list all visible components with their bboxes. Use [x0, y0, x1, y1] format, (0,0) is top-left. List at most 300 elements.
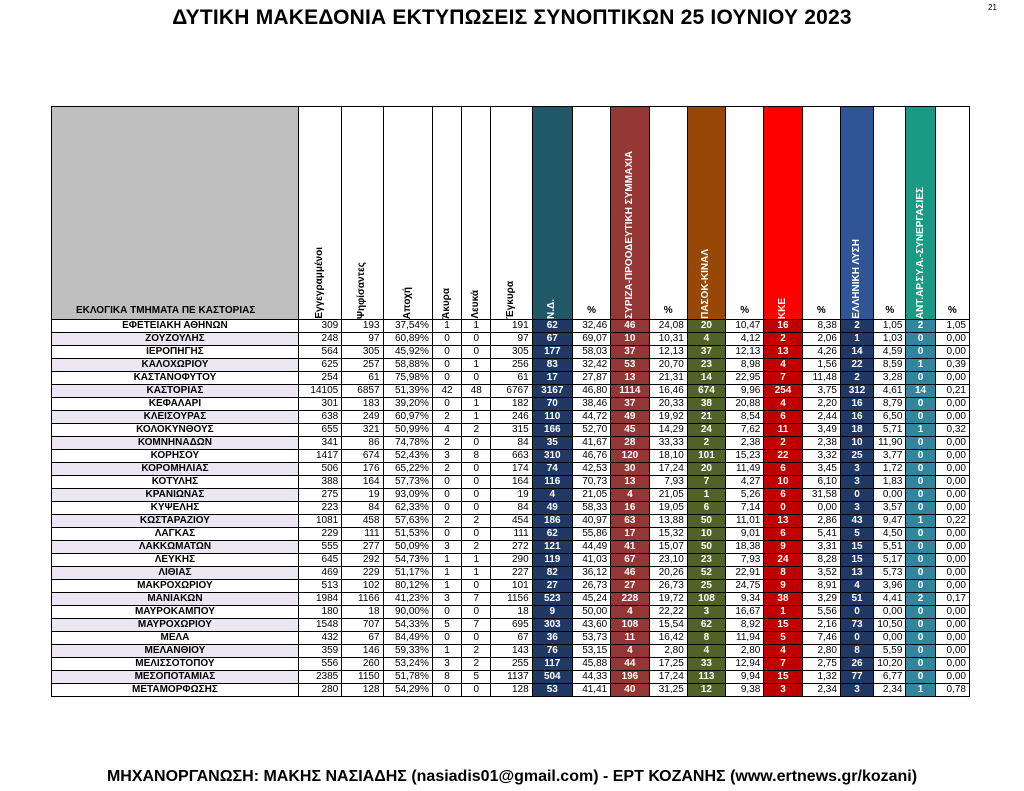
header-nd: Ν.Δ.	[532, 107, 572, 320]
cell-kke-votes: 8	[764, 567, 802, 580]
cell-constituency: ΜΕΛΑ	[52, 632, 299, 645]
cell-valid: 101	[491, 580, 532, 593]
cell-elliniki-lysi-pct: 5,59	[874, 645, 906, 658]
cell-registered: 555	[298, 541, 341, 554]
cell-kke-votes: 254	[764, 385, 802, 398]
cell-antarsya-pct: 0,00	[935, 398, 969, 411]
cell-invalid: 0	[432, 632, 461, 645]
cell-kke-pct: 2,20	[802, 398, 840, 411]
cell-elliniki-lysi-pct: 8,59	[874, 359, 906, 372]
cell-elliniki-lysi-votes: 3	[840, 684, 873, 697]
cell-invalid: 2	[432, 437, 461, 450]
table-row	[52, 567, 970, 580]
cell-antarsya-pct: 0,00	[935, 528, 969, 541]
cell-invalid: 1	[432, 580, 461, 593]
cell-voted: 86	[342, 437, 383, 450]
table-row	[52, 502, 970, 515]
cell-kke-votes: 2	[764, 333, 802, 346]
cell-invalid: 0	[432, 684, 461, 697]
cell-nd-pct: 45,88	[572, 658, 610, 671]
cell-pasok-pct: 9,96	[726, 385, 764, 398]
cell-valid: 305	[491, 346, 532, 359]
cell-antarsya-votes: 0	[906, 606, 935, 619]
cell-voted: 18	[342, 606, 383, 619]
cell-syriza-pct: 20,26	[649, 567, 687, 580]
cell-abstention: 59,33%	[383, 645, 432, 658]
cell-elliniki-lysi-pct: 0,00	[874, 632, 906, 645]
cell-constituency: ΚΡΑΝΙΩΝΑΣ	[52, 489, 299, 502]
cell-elliniki-lysi-pct: 5,73	[874, 567, 906, 580]
cell-constituency: ΚΑΣΤΑΝΟΦΥΤΟΥ	[52, 372, 299, 385]
cell-syriza-votes: 37	[611, 346, 649, 359]
cell-pasok-pct: 9,01	[726, 528, 764, 541]
table-row	[52, 671, 970, 684]
cell-elliniki-lysi-pct: 0,00	[874, 489, 906, 502]
cell-kke-votes: 1	[764, 606, 802, 619]
cell-valid: 84	[491, 502, 532, 515]
cell-constituency: ΚΩΣΤΑΡΑΖΙΟΥ	[52, 515, 299, 528]
cell-elliniki-lysi-pct: 1,83	[874, 476, 906, 489]
cell-invalid: 1	[432, 567, 461, 580]
cell-antarsya-pct: 0,32	[935, 424, 969, 437]
cell-elliniki-lysi-pct: 5,71	[874, 424, 906, 437]
cell-antarsya-pct: 0,00	[935, 554, 969, 567]
cell-antarsya-votes: 2	[906, 593, 935, 606]
table-body	[52, 320, 970, 697]
cell-antarsya-votes: 0	[906, 580, 935, 593]
cell-syriza-pct: 19,72	[649, 593, 687, 606]
cell-valid: 128	[491, 684, 532, 697]
cell-registered: 280	[298, 684, 341, 697]
cell-pasok-pct: 24,75	[726, 580, 764, 593]
cell-antarsya-votes: 2	[906, 320, 935, 333]
cell-blank: 2	[462, 541, 491, 554]
cell-blank: 0	[462, 606, 491, 619]
table-row	[52, 424, 970, 437]
cell-pasok-votes: 33	[687, 658, 725, 671]
cell-syriza-votes: 41	[611, 541, 649, 554]
table-row	[52, 411, 970, 424]
cell-syriza-votes: 120	[611, 450, 649, 463]
cell-registered: 1548	[298, 619, 341, 632]
cell-syriza-pct: 14,29	[649, 424, 687, 437]
cell-elliniki-lysi-votes: 3	[840, 463, 873, 476]
header-registered: Εγγεγραμμένοι	[298, 107, 341, 320]
table-row	[52, 359, 970, 372]
cell-kke-pct: 1,56	[802, 359, 840, 372]
cell-nd-votes: 3167	[532, 385, 572, 398]
cell-voted: 458	[342, 515, 383, 528]
cell-nd-pct: 26,73	[572, 580, 610, 593]
cell-voted: 292	[342, 554, 383, 567]
cell-abstention: 58,88%	[383, 359, 432, 372]
cell-kke-pct: 8,38	[802, 320, 840, 333]
cell-kke-pct: 11,48	[802, 372, 840, 385]
cell-syriza-votes: 4	[611, 489, 649, 502]
cell-abstention: 74,78%	[383, 437, 432, 450]
cell-constituency: ΚΟΛΟΚΥΝΘΟΥΣ	[52, 424, 299, 437]
cell-antarsya-votes: 0	[906, 554, 935, 567]
cell-kke-pct: 2,06	[802, 333, 840, 346]
cell-antarsya-pct: 1,05	[935, 320, 969, 333]
cell-valid: 227	[491, 567, 532, 580]
cell-blank: 0	[462, 580, 491, 593]
cell-pasok-votes: 674	[687, 385, 725, 398]
cell-antarsya-votes: 0	[906, 346, 935, 359]
cell-registered: 564	[298, 346, 341, 359]
cell-antarsya-pct: 0,39	[935, 359, 969, 372]
cell-antarsya-votes: 14	[906, 385, 935, 398]
cell-pasok-votes: 3	[687, 606, 725, 619]
cell-nd-votes: 53	[532, 684, 572, 697]
cell-pasok-pct: 16,67	[726, 606, 764, 619]
cell-abstention: 84,49%	[383, 632, 432, 645]
cell-syriza-pct: 33,33	[649, 437, 687, 450]
cell-voted: 146	[342, 645, 383, 658]
cell-syriza-votes: 27	[611, 580, 649, 593]
cell-kke-votes: 16	[764, 320, 802, 333]
cell-elliniki-lysi-votes: 22	[840, 359, 873, 372]
cell-abstention: 54,33%	[383, 619, 432, 632]
cell-invalid: 3	[432, 450, 461, 463]
cell-invalid: 0	[432, 346, 461, 359]
cell-abstention: 62,33%	[383, 502, 432, 515]
cell-elliniki-lysi-votes: 8	[840, 645, 873, 658]
cell-valid: 663	[491, 450, 532, 463]
cell-voted: 193	[342, 320, 383, 333]
cell-nd-pct: 43,60	[572, 619, 610, 632]
cell-registered: 388	[298, 476, 341, 489]
cell-nd-pct: 70,73	[572, 476, 610, 489]
cell-registered: 506	[298, 463, 341, 476]
cell-constituency: ΚΥΨΕΛΗΣ	[52, 502, 299, 515]
cell-antarsya-votes: 1	[906, 424, 935, 437]
cell-valid: 84	[491, 437, 532, 450]
cell-kke-votes: 15	[764, 671, 802, 684]
cell-abstention: 57,73%	[383, 476, 432, 489]
cell-voted: 6857	[342, 385, 383, 398]
cell-kke-votes: 10	[764, 476, 802, 489]
header-blank: Λευκά	[462, 107, 491, 320]
cell-nd-pct: 45,24	[572, 593, 610, 606]
table-row	[52, 372, 970, 385]
cell-pasok-votes: 37	[687, 346, 725, 359]
cell-voted: 102	[342, 580, 383, 593]
cell-pasok-votes: 7	[687, 476, 725, 489]
cell-elliniki-lysi-pct: 1,05	[874, 320, 906, 333]
cell-pasok-pct: 12,94	[726, 658, 764, 671]
cell-elliniki-lysi-pct: 3,77	[874, 450, 906, 463]
cell-kke-votes: 13	[764, 515, 802, 528]
cell-invalid: 0	[432, 359, 461, 372]
cell-antarsya-votes: 1	[906, 515, 935, 528]
cell-syriza-pct: 13,88	[649, 515, 687, 528]
cell-invalid: 5	[432, 619, 461, 632]
cell-elliniki-lysi-votes: 5	[840, 528, 873, 541]
cell-constituency: ΜΕΣΟΠΟΤΑΜΙΑΣ	[52, 671, 299, 684]
cell-antarsya-votes: 0	[906, 671, 935, 684]
cell-pasok-votes: 108	[687, 593, 725, 606]
cell-voted: 61	[342, 372, 383, 385]
cell-antarsya-pct: 0,22	[935, 515, 969, 528]
cell-pasok-votes: 52	[687, 567, 725, 580]
cell-syriza-votes: 67	[611, 554, 649, 567]
cell-abstention: 80,12%	[383, 580, 432, 593]
cell-nd-votes: 27	[532, 580, 572, 593]
cell-abstention: 54,73%	[383, 554, 432, 567]
cell-nd-pct: 53,73	[572, 632, 610, 645]
cell-invalid: 0	[432, 502, 461, 515]
cell-registered: 1984	[298, 593, 341, 606]
cell-syriza-pct: 10,31	[649, 333, 687, 346]
table-row	[52, 437, 970, 450]
cell-pasok-votes: 20	[687, 463, 725, 476]
cell-blank: 7	[462, 619, 491, 632]
cell-voted: 183	[342, 398, 383, 411]
cell-registered: 254	[298, 372, 341, 385]
cell-pasok-votes: 24	[687, 424, 725, 437]
cell-pasok-pct: 8,98	[726, 359, 764, 372]
cell-antarsya-pct: 0,00	[935, 632, 969, 645]
cell-syriza-pct: 20,33	[649, 398, 687, 411]
cell-nd-pct: 44,33	[572, 671, 610, 684]
cell-registered: 513	[298, 580, 341, 593]
cell-pasok-votes: 50	[687, 515, 725, 528]
cell-constituency: ΚΑΣΤΟΡΙΑΣ	[52, 385, 299, 398]
cell-abstention: 51,53%	[383, 528, 432, 541]
cell-constituency: ΜΕΛΙΣΣΟΤΟΠΟΥ	[52, 658, 299, 671]
cell-elliniki-lysi-pct: 2,34	[874, 684, 906, 697]
header-row	[52, 107, 970, 320]
cell-syriza-pct: 17,24	[649, 671, 687, 684]
cell-valid: 164	[491, 476, 532, 489]
cell-syriza-pct: 31,25	[649, 684, 687, 697]
cell-pasok-pct: 2,38	[726, 437, 764, 450]
cell-antarsya-votes: 0	[906, 632, 935, 645]
cell-pasok-pct: 9,94	[726, 671, 764, 684]
cell-antarsya-votes: 0	[906, 645, 935, 658]
cell-antarsya-pct: 0,00	[935, 411, 969, 424]
cell-kke-votes: 6	[764, 411, 802, 424]
cell-elliniki-lysi-pct: 3,57	[874, 502, 906, 515]
cell-pasok-pct: 8,92	[726, 619, 764, 632]
cell-nd-votes: 9	[532, 606, 572, 619]
cell-pasok-pct: 11,49	[726, 463, 764, 476]
cell-registered: 625	[298, 359, 341, 372]
table-row	[52, 320, 970, 333]
header-elliniki-lysi-pct: %	[874, 107, 906, 320]
cell-kke-votes: 13	[764, 346, 802, 359]
table-row	[52, 489, 970, 502]
cell-pasok-pct: 5,26	[726, 489, 764, 502]
cell-antarsya-votes: 0	[906, 502, 935, 515]
cell-voted: 164	[342, 476, 383, 489]
cell-syriza-votes: 17	[611, 528, 649, 541]
cell-constituency: ΖΟΥΖΟΥΛΗΣ	[52, 333, 299, 346]
cell-constituency: ΜΕΤΑΜΟΡΦΩΣΗΣ	[52, 684, 299, 697]
cell-pasok-votes: 38	[687, 398, 725, 411]
cell-abstention: 75,98%	[383, 372, 432, 385]
cell-elliniki-lysi-votes: 13	[840, 567, 873, 580]
cell-syriza-votes: 16	[611, 502, 649, 515]
cell-blank: 0	[462, 684, 491, 697]
cell-syriza-pct: 18,10	[649, 450, 687, 463]
cell-abstention: 39,20%	[383, 398, 432, 411]
cell-nd-votes: 83	[532, 359, 572, 372]
cell-nd-pct: 41,03	[572, 554, 610, 567]
cell-invalid: 0	[432, 372, 461, 385]
cell-elliniki-lysi-pct: 10,20	[874, 658, 906, 671]
cell-blank: 0	[462, 489, 491, 502]
cell-pasok-pct: 8,54	[726, 411, 764, 424]
cell-blank: 0	[462, 463, 491, 476]
cell-antarsya-pct: 0,00	[935, 372, 969, 385]
cell-kke-votes: 4	[764, 645, 802, 658]
cell-nd-votes: 67	[532, 333, 572, 346]
cell-pasok-votes: 113	[687, 671, 725, 684]
cell-valid: 315	[491, 424, 532, 437]
cell-abstention: 90,00%	[383, 606, 432, 619]
cell-abstention: 37,54%	[383, 320, 432, 333]
table-row	[52, 684, 970, 697]
cell-antarsya-pct: 0,00	[935, 450, 969, 463]
cell-pasok-votes: 6	[687, 502, 725, 515]
cell-invalid: 2	[432, 515, 461, 528]
cell-kke-votes: 6	[764, 463, 802, 476]
cell-constituency: ΜΕΛΑΝΘΙΟΥ	[52, 645, 299, 658]
cell-blank: 0	[462, 632, 491, 645]
cell-nd-pct: 32,46	[572, 320, 610, 333]
cell-nd-pct: 44,49	[572, 541, 610, 554]
cell-kke-votes: 2	[764, 437, 802, 450]
cell-kke-pct: 3,52	[802, 567, 840, 580]
table-row	[52, 515, 970, 528]
cell-antarsya-votes: 0	[906, 658, 935, 671]
cell-syriza-votes: 37	[611, 398, 649, 411]
header-valid: Έγκυρα	[491, 107, 532, 320]
cell-blank: 48	[462, 385, 491, 398]
cell-pasok-pct: 2,80	[726, 645, 764, 658]
cell-registered: 469	[298, 567, 341, 580]
table-row	[52, 645, 970, 658]
cell-syriza-votes: 1114	[611, 385, 649, 398]
cell-blank: 1	[462, 320, 491, 333]
cell-registered: 432	[298, 632, 341, 645]
results-table	[51, 106, 970, 697]
cell-antarsya-votes: 0	[906, 619, 935, 632]
cell-kke-pct: 2,44	[802, 411, 840, 424]
cell-valid: 182	[491, 398, 532, 411]
cell-elliniki-lysi-pct: 9,47	[874, 515, 906, 528]
cell-constituency: ΕΦΕΤΕΙΑΚΗ ΑΘΗΝΩΝ	[52, 320, 299, 333]
header-kke-pct: %	[802, 107, 840, 320]
cell-blank: 5	[462, 671, 491, 684]
cell-nd-votes: 17	[532, 372, 572, 385]
cell-voted: 1166	[342, 593, 383, 606]
cell-nd-pct: 42,53	[572, 463, 610, 476]
cell-antarsya-pct: 0,17	[935, 593, 969, 606]
cell-syriza-pct: 21,05	[649, 489, 687, 502]
cell-pasok-pct: 12,13	[726, 346, 764, 359]
cell-constituency: ΚΟΜΝΗΝΑΔΩΝ	[52, 437, 299, 450]
cell-blank: 8	[462, 450, 491, 463]
cell-syriza-votes: 4	[611, 606, 649, 619]
cell-kke-votes: 9	[764, 541, 802, 554]
cell-kke-pct: 4,26	[802, 346, 840, 359]
cell-invalid: 3	[432, 541, 461, 554]
cell-pasok-votes: 1	[687, 489, 725, 502]
cell-elliniki-lysi-pct: 3,96	[874, 580, 906, 593]
cell-valid: 290	[491, 554, 532, 567]
cell-invalid: 42	[432, 385, 461, 398]
cell-antarsya-pct: 0,00	[935, 619, 969, 632]
cell-voted: 19	[342, 489, 383, 502]
cell-syriza-pct: 21,31	[649, 372, 687, 385]
cell-kke-votes: 7	[764, 372, 802, 385]
cell-kke-pct: 2,75	[802, 658, 840, 671]
cell-syriza-pct: 15,54	[649, 619, 687, 632]
cell-valid: 191	[491, 320, 532, 333]
cell-pasok-pct: 15,23	[726, 450, 764, 463]
header-pasok-pct: %	[726, 107, 764, 320]
cell-antarsya-votes: 0	[906, 476, 935, 489]
cell-blank: 1	[462, 567, 491, 580]
cell-antarsya-pct: 0,00	[935, 658, 969, 671]
cell-invalid: 1	[432, 645, 461, 658]
cell-nd-votes: 121	[532, 541, 572, 554]
cell-abstention: 52,43%	[383, 450, 432, 463]
cell-syriza-pct: 2,80	[649, 645, 687, 658]
cell-syriza-votes: 44	[611, 658, 649, 671]
cell-kke-pct: 31,58	[802, 489, 840, 502]
cell-constituency: ΛΕΥΚΗΣ	[52, 554, 299, 567]
cell-blank: 0	[462, 476, 491, 489]
cell-elliniki-lysi-votes: 15	[840, 541, 873, 554]
cell-invalid: 2	[432, 411, 461, 424]
cell-blank: 1	[462, 554, 491, 567]
cell-abstention: 45,92%	[383, 346, 432, 359]
cell-kke-votes: 9	[764, 580, 802, 593]
cell-blank: 1	[462, 398, 491, 411]
cell-elliniki-lysi-pct: 3,28	[874, 372, 906, 385]
header-elliniki-lysi: ΕΛΛΗΝΙΚΗ ΛΥΣΗ	[840, 107, 873, 320]
cell-blank: 2	[462, 658, 491, 671]
cell-syriza-votes: 13	[611, 476, 649, 489]
cell-antarsya-votes: 0	[906, 489, 935, 502]
cell-valid: 67	[491, 632, 532, 645]
header-antarsya-pct: %	[935, 107, 969, 320]
table-row	[52, 593, 970, 606]
cell-pasok-pct: 4,27	[726, 476, 764, 489]
cell-kke-pct: 2,34	[802, 684, 840, 697]
cell-syriza-votes: 45	[611, 424, 649, 437]
table-row	[52, 541, 970, 554]
cell-nd-votes: 49	[532, 502, 572, 515]
cell-valid: 454	[491, 515, 532, 528]
cell-syriza-pct: 12,13	[649, 346, 687, 359]
cell-pasok-votes: 23	[687, 554, 725, 567]
cell-registered: 341	[298, 437, 341, 450]
cell-kke-pct: 3,75	[802, 385, 840, 398]
cell-constituency: ΛΑΚΚΩΜΑΤΩΝ	[52, 541, 299, 554]
cell-constituency: ΜΑΝΙΑΚΩΝ	[52, 593, 299, 606]
cell-nd-pct: 32,42	[572, 359, 610, 372]
cell-valid: 18	[491, 606, 532, 619]
cell-antarsya-votes: 0	[906, 372, 935, 385]
cell-voted: 277	[342, 541, 383, 554]
table-row	[52, 450, 970, 463]
cell-syriza-pct: 20,70	[649, 359, 687, 372]
